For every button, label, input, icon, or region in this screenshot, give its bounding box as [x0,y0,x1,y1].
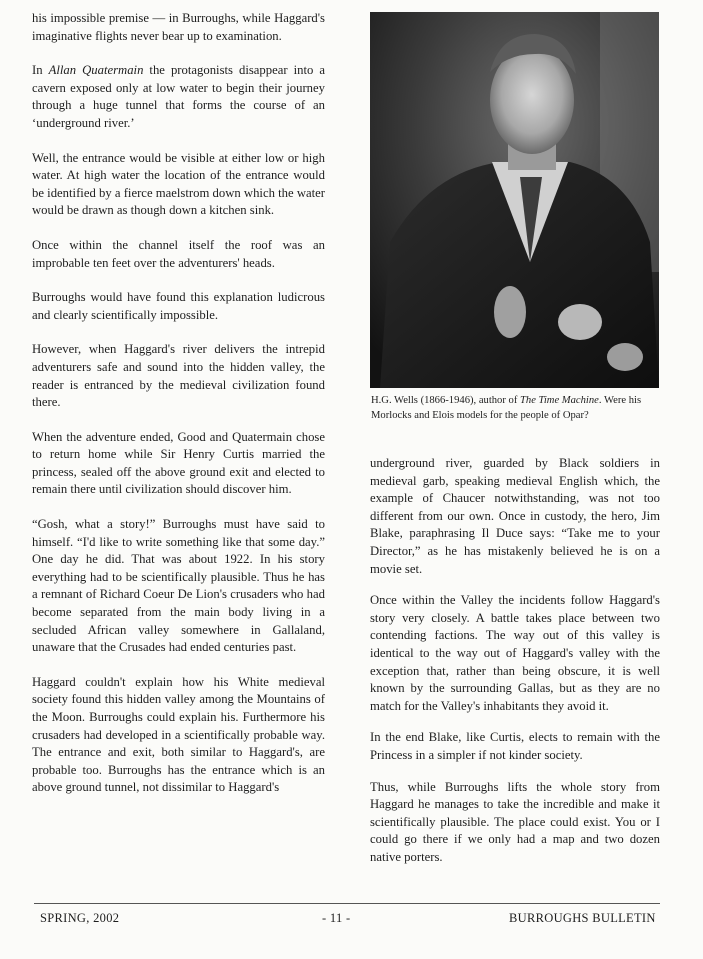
page-number: - 11 - [322,911,351,925]
footer-issue: SPRING, 2002 [40,911,120,925]
paragraph: underground river, guarded by Black soldiers in medieval garb, speaking medieval English which, the example of Chaucer notwithstanding, was not too different from our own. Once in custody, the hero, Jim Blake, paraphrasing Il Duce says: “Take me to your Director,” as he has mistakenly believed he is on a movie set. [370,456,660,576]
paragraph: However, when Haggard's river delivers the intrepid adventurers safe and sound into the hidden valley, the reader is entranced by the medieval civilization found there. [32,342,325,410]
portrait-image [370,12,659,388]
paragraph: When the adventure ended, Good and Quatermain chose to return home while Sir Henry Curtis married the princess, sealed off the above ground exit and elected to remain there until civilization should discover him. [32,429,325,497]
caption-book-title: The Time Machine [520,395,599,406]
paragraph: In the end Blake, like Curtis, elects to remain with the Princess in a simpler if not kinder society. [370,730,660,762]
right-column [370,455,660,880]
paragraph: Thus, while Burroughs lifts the whole story from Haggard he manages to take the incredible and make it scientifically plausible. The place could exist. You or I could go there if we only had a map and two dozen native porters. [370,779,660,864]
book-title: Allan Quatermain [48,63,144,78]
paragraph: “Gosh, what a story!” Burroughs must have said to himself. “I'd like to write something like that some day.” One day he did. That was about 1922. In his story everything had to be scientifically plausible. Thus he has a remnant of Richard Coeur De Lion's crusaders who had become separated from the main body living in a secluded African valley somewhere in Gallaland, unaware that the Crusades had ended centuries past. [32,517,325,655]
paragraph: Once within the channel itself the roof was an improbable ten feet over the adventurers' heads. [32,237,325,270]
footer-publication: BURROUGHS BULLETIN [509,911,656,925]
paragraph: Haggard couldn't explain how his White medieval society found this hidden valley among the Mountains of the Moon. Burroughs could explain his. Furthermore his crusaders had developed in a scientifically probable way. The entrance and exit, both similar to Haggard's, are probable too. Burroughs has the entrance which is an above ground tunnel, not dissimilar to Haggard's [32,674,325,795]
paragraph: In Allan Quatermain the protagonists disappear into a cavern exposed only at low water to begin their journey through a huge tunnel that forms the course of an ‘underground river.’ [32,63,325,130]
paragraph: Once within the Valley the incidents follow Haggard's story very closely. A battle takes place between two contending factions. The way out of this valley is identical to the way out of Haggard's valley with the exception that, rather than being obscure, it is well known by the surrounding Gallas, but as they are no match for the Valley's inhabitants they avoid it. [370,593,660,713]
footer-divider [34,903,660,904]
paragraph: Well, the entrance would be visible at either low or high water. At high water the location of the entrance would be identified by a fierce maelstrom down which the water would be drawn as though down a kitchen sink. [32,150,325,218]
portrait-photo [370,12,659,388]
photo-caption: H.G. Wells (1866-1946), author of The Time Machine. Were his Morlocks and Elois models for the people of Opar? [371,395,642,421]
paragraph: Burroughs would have found this explanation ludicrous and clearly scientifically impossible. [32,290,325,322]
left-column [32,10,325,814]
paragraph: his impossible premise — in Burroughs, while Haggard's imaginative flights never bear up to examination. [32,11,325,43]
